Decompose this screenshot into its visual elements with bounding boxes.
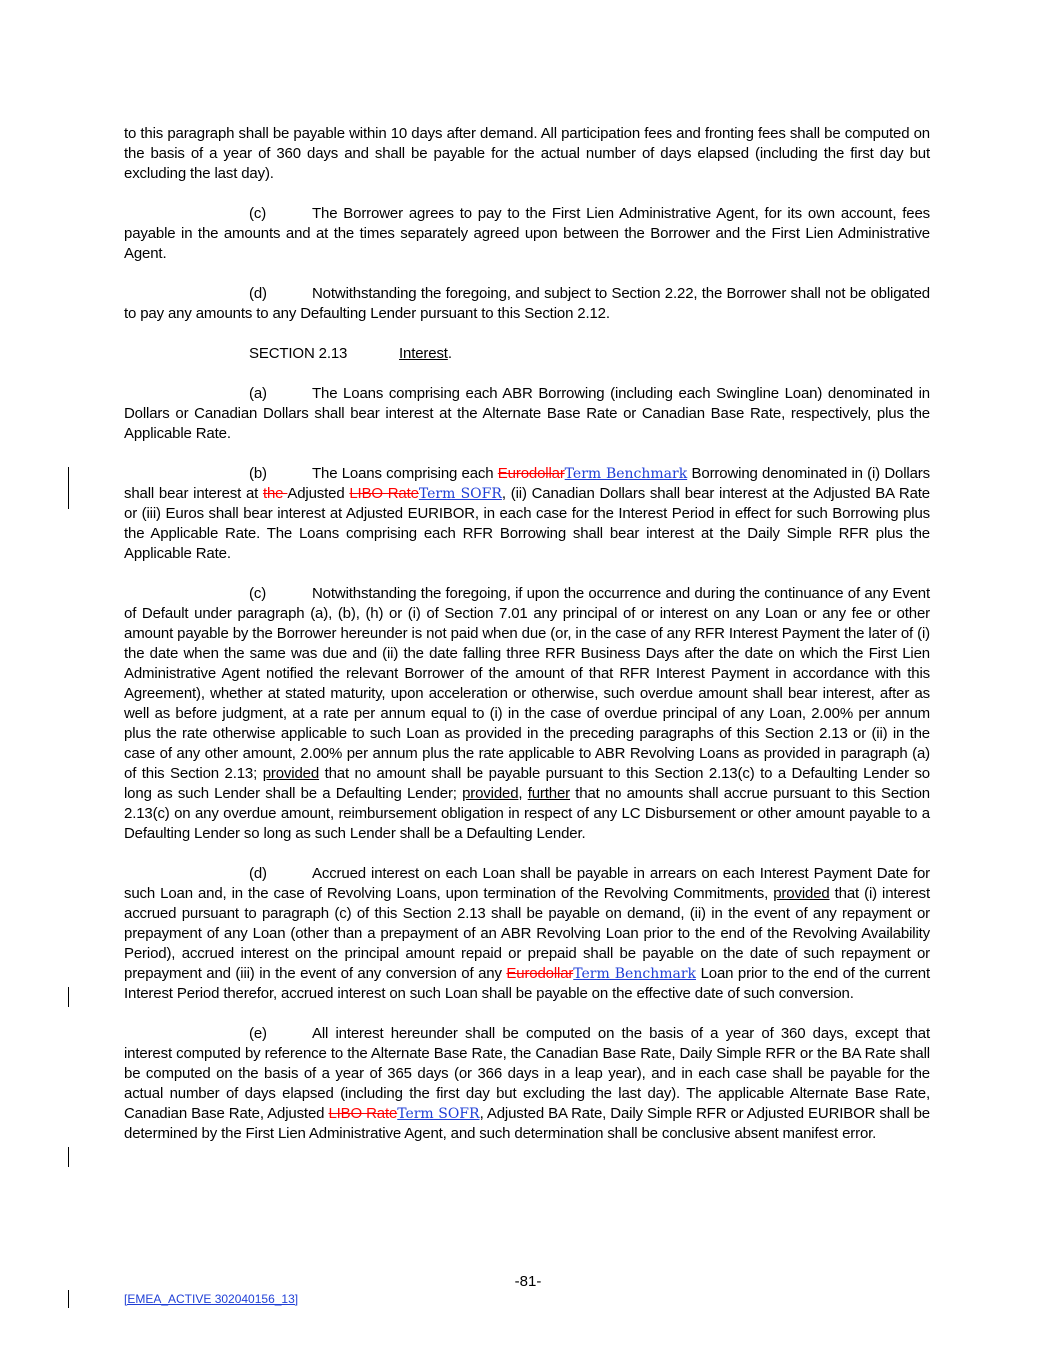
paragraph-intro: to this paragraph shall be payable within 10 days after demand. All participation fees and fronting fees shall be computed on the basis of a year of 360 days and shall be payable for the actual number of days elapsed (including the first day but excluding the last day).: [124, 125, 930, 182]
inserted-text: Term Benchmark: [573, 966, 697, 982]
paragraph-label: (e): [249, 1025, 267, 1042]
page-number: -81-: [514, 1273, 542, 1290]
change-bar: [68, 467, 69, 509]
deleted-text: Eurodollar: [497, 465, 565, 482]
underlined-term: further: [527, 785, 571, 802]
fee-paragraph-c: (c) The Borrower agrees to pay to the First Lien Administrative Agent, for its own account, fees payable in the amounts and at the times separately agreed upon between the Borrower and the First Lien Administrative Agent.: [124, 205, 930, 262]
deleted-text: the: [262, 485, 288, 502]
inserted-text: Term Benchmark: [564, 466, 688, 482]
paragraph-label: (c): [249, 205, 267, 222]
paragraph-label: (d): [249, 865, 267, 882]
underlined-term: provided: [773, 885, 830, 902]
interest-paragraph-a: (a) The Loans comprising each ABR Borrowing (including each Swingline Loan) denominated in Dollars or Canadian Dollars shall bear interest at the Alternate Base Rate or Canadian Base Rate, respectively, plus the Applicable Rate.: [124, 385, 930, 442]
deleted-text: LIBO Rate: [328, 1105, 398, 1122]
paragraph-label: (b): [249, 465, 267, 482]
footer-document-reference[interactable]: [EMEA_ACTIVE 302040156_13]: [124, 1292, 299, 1306]
interest-paragraph-b: (b) The Loans comprising each EurodollarTerm Benchmark Borrowing denominated in (i) Dollars shall bear interest at the Adjusted LIBO RateTerm SOFR, (ii) Canadian Dollars shall bear interest at the Adjusted BA Rate or (iii) Euros shall bear interest at Adjusted EURIBOR, in each case for the Interest Period in effect for such Borrowing plus the Applicable Rate. The Loans comprising each RFR Borrowing shall bear interest at the Daily Simple RFR plus the Applicable Rate.: [124, 465, 930, 562]
change-bar: [68, 1147, 69, 1167]
change-bar: [68, 1290, 69, 1308]
document-body: [124, 124, 930, 1144]
fee-paragraph-d: (d) Notwithstanding the foregoing, and subject to Section 2.22, the Borrower shall not be obligated to pay any amounts to any Defaulting Lender pursuant to this Section 2.12.: [124, 285, 930, 322]
section-number: SECTION 2.13: [249, 345, 348, 362]
interest-paragraph-c: (c) Notwithstanding the foregoing, if upon the occurrence and during the continuance of any Event of Default under paragraph (a), (b), (h) or (i) of Section 7.01 any principal of or interest on any Loan or any fee or other amount payable by the Borrower hereunder is not paid when due (or, in the case of any RFR Interest Payment the later of (i) the date when the same was due and (ii) the date falling three RFR Business Days after the date on which the First Lien Administrative Agent notified the relevant Borrower of the amount of that RFR Interest Payment in accordance with this Agreement), whether at stated maturity, upon acceleration or otherwise, such overdue amount shall bear interest, after as well as before judgment, at a rate per annum equal to (i) in the case of overdue principal of any Loan, 2.00% per annum plus the rate otherwise applicable to such Loan as provided in the preceding paragraphs of this Section 2.13 or (ii) in the case of any other amount, 2.00% per annum plus the rate applicable to ABR Revolving Loans as provided in paragraph (a) of this Section 2.13; provided that no amount shall be payable pursuant to this Section 2.13(c) to a Defaulting Lender so long as such Lender shall be a Defaulting Lender; provided, further that no amounts shall accrue pursuant to this Section 2.13(c) on any overdue amount, reimbursement obligation in respect of any LC Disbursement or other amount payable to a Defaulting Lender so long as such Lender shall be a Defaulting Lender.: [124, 585, 931, 842]
paragraph-label: (c): [249, 585, 267, 602]
inserted-text: Term SOFR: [397, 1106, 480, 1122]
underlined-term: provided: [262, 765, 320, 782]
deleted-text: LIBO Rate: [349, 485, 419, 502]
section-title: Interest: [399, 345, 448, 362]
inserted-text: Term SOFR: [418, 486, 502, 502]
deleted-text: Eurodollar: [506, 965, 574, 982]
interest-paragraph-e: (e) All interest hereunder shall be computed on the basis of a year of 360 days, except that interest computed by reference to the Alternate Base Rate, the Canadian Base Rate, Daily Simple RFR or the BA Rate shall be computed on the basis of a year of 365 days (or 366 days in a leap year), and in each case shall be payable for the actual number of days elapsed (including the first day but excluding the last day). The applicable Alternate Base Rate, Canadian Base Rate, Adjusted LIBO RateTerm SOFR, Adjusted BA Rate, Daily Simple RFR or Adjusted EURIBOR shall be determined by the First Lien Administrative Agent, and such determination shall be conclusive absent manifest error.: [124, 1025, 930, 1142]
change-bar: [68, 987, 69, 1007]
interest-paragraph-d: (d) Accrued interest on each Loan shall be payable in arrears on each Interest Payment Date for such Loan and, in the case of Revolving Loans, upon termination of the Revolving Commitments, provided that (i) interest accrued pursuant to paragraph (c) of this Section 2.13 shall be payable on demand, (ii) in the event of any repayment or prepayment of any Loan (other than a prepayment of an ABR Revolving Loan prior to the end of the Revolving Availability Period), accrued interest on the principal amount repaid or prepaid shall be payable on the date of such repayment or prepayment and (iii) in the event of any conversion of any EurodollarTerm Benchmark Loan prior to the end of the current Interest Period therefor, accrued interest on such Loan shall be payable on the effective date of such conversion.: [124, 865, 931, 1002]
underlined-term: provided: [462, 785, 519, 802]
section-heading: SECTION 2.13 Interest.: [249, 345, 452, 362]
paragraph-label: (a): [249, 385, 267, 402]
paragraph-label: (d): [249, 285, 267, 302]
